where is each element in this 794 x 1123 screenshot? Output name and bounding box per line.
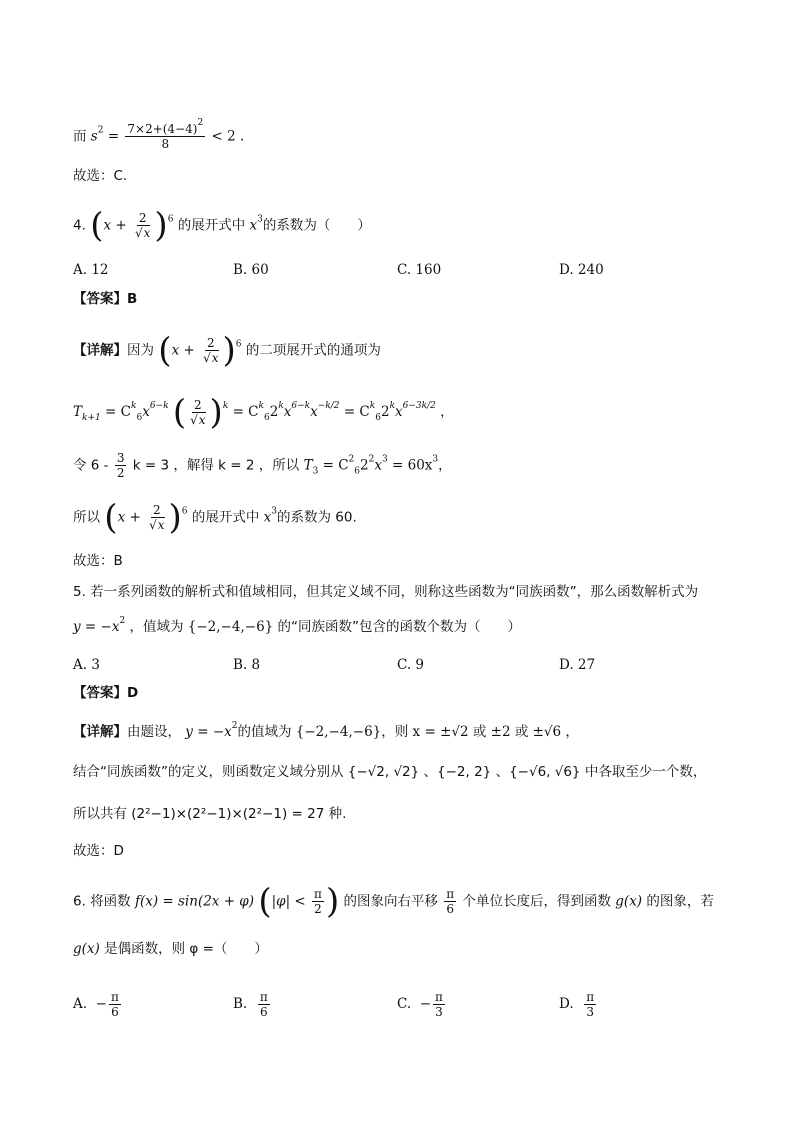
variance-line: 而 $s^2$ = $\frac{7\times 2+(4-4)^2}{8}$ < 2 . [73, 118, 245, 151]
q4-detail-line1: 【详解】因为 (x + $\frac{2}{√x}$ )$^6$ 的二项展开式的通项为 [73, 330, 381, 371]
question-4: 4. (x + $\frac{2}{√x}$ )$^6$ 的展开式中 $x^3$的系数为（ ） [73, 205, 371, 246]
q6-option-c[interactable]: C. − $\frac{\pi}{3}$ [397, 990, 443, 1019]
variance-symbol: s [90, 128, 98, 145]
q4-solve-k: 令 6 - $\frac{3}{2}$ k = 3 ，解得 k = 2 ，所以 $T_3 = C^2_62^2x^3 = 60x^3$， [73, 451, 452, 480]
q5-detail-line3: 所以共有 (2²−1)×(2²−1)×(2²−1) = 27 种. [73, 806, 347, 822]
answer-q5: 【答案】D [73, 685, 139, 701]
q5-detail-line2: 结合“同族函数”的定义，则函数定义域分别从 {−√2, √2} 、{−2, 2} 、{−√6, √6} 中各取至少一个数， [73, 764, 707, 780]
q6-option-d[interactable]: D. $\frac{\pi}{3}$ [559, 990, 595, 1019]
variance-fraction: $\frac{7\times 2+(4-4)^2}{8}$ [127, 118, 204, 151]
q4-conclusion: 所以 (x + $\frac{2}{√x}$ )$^6$ 的展开式中 $x^3$的系数为 60. [73, 497, 357, 538]
q4-option-c[interactable]: C. 160 [397, 262, 442, 278]
q5-option-c[interactable]: C. 9 [397, 657, 425, 673]
q5-detail-line1: 【详解】由题设， $y = -x^2$的值域为 {−2,−4,−6}，则 x = ±√2 或 ±2 或 ±√6 ， [73, 721, 579, 740]
q5-option-b[interactable]: B. 8 [233, 657, 261, 673]
question-5-line2: $y = -x^2$ ，值域为 {−2,−4,−6} 的“同族函数”包含的函数个数为（ ） [73, 616, 522, 635]
answer-q4: 【答案】B [73, 291, 138, 307]
q6-option-a[interactable]: A. − $\frac{\pi}{6}$ [73, 990, 119, 1019]
text-prefix: 而 [73, 128, 87, 145]
question-6-line1: 6. 将函数 f(x) = sin(2x + φ) (|φ| < $\frac{\pi}{2}$ ) 的图象向右平移 $\frac{\pi}{6}$ 个单位长度后，得到函数 g(x) 的图象，若 [73, 881, 714, 922]
q5-option-a[interactable]: A. 3 [73, 657, 100, 673]
question-6-line2: g(x) 是偶函数，则 φ =（ ） [73, 941, 268, 957]
q4-option-a[interactable]: A. 12 [73, 262, 109, 278]
choose-q5: 故选：D [73, 843, 124, 859]
answer-q3: 故选：C. [73, 168, 128, 184]
choose-q4: 故选：B [73, 553, 123, 569]
q6-option-b[interactable]: B. $\frac{\pi}{6}$ [233, 990, 268, 1019]
q4-general-term: $T_{k+1} = C^k_6x^{6-k}$ ( $\frac{2}{√x}$ )$^k = C^k_62^kx^{6-k}x^{-k/2} = C^k_62^kx^{6-3k/2}$ ， [73, 392, 454, 433]
q4-option-b[interactable]: B. 60 [233, 262, 269, 278]
q5-option-d[interactable]: D. 27 [559, 657, 596, 673]
question-5-line1: 5. 若一系列函数的解析式和值域相同，但其定义域不同，则称这些函数为“同族函数”，那么函数解析式为 [73, 584, 699, 600]
q4-option-d[interactable]: D. 240 [559, 262, 604, 278]
